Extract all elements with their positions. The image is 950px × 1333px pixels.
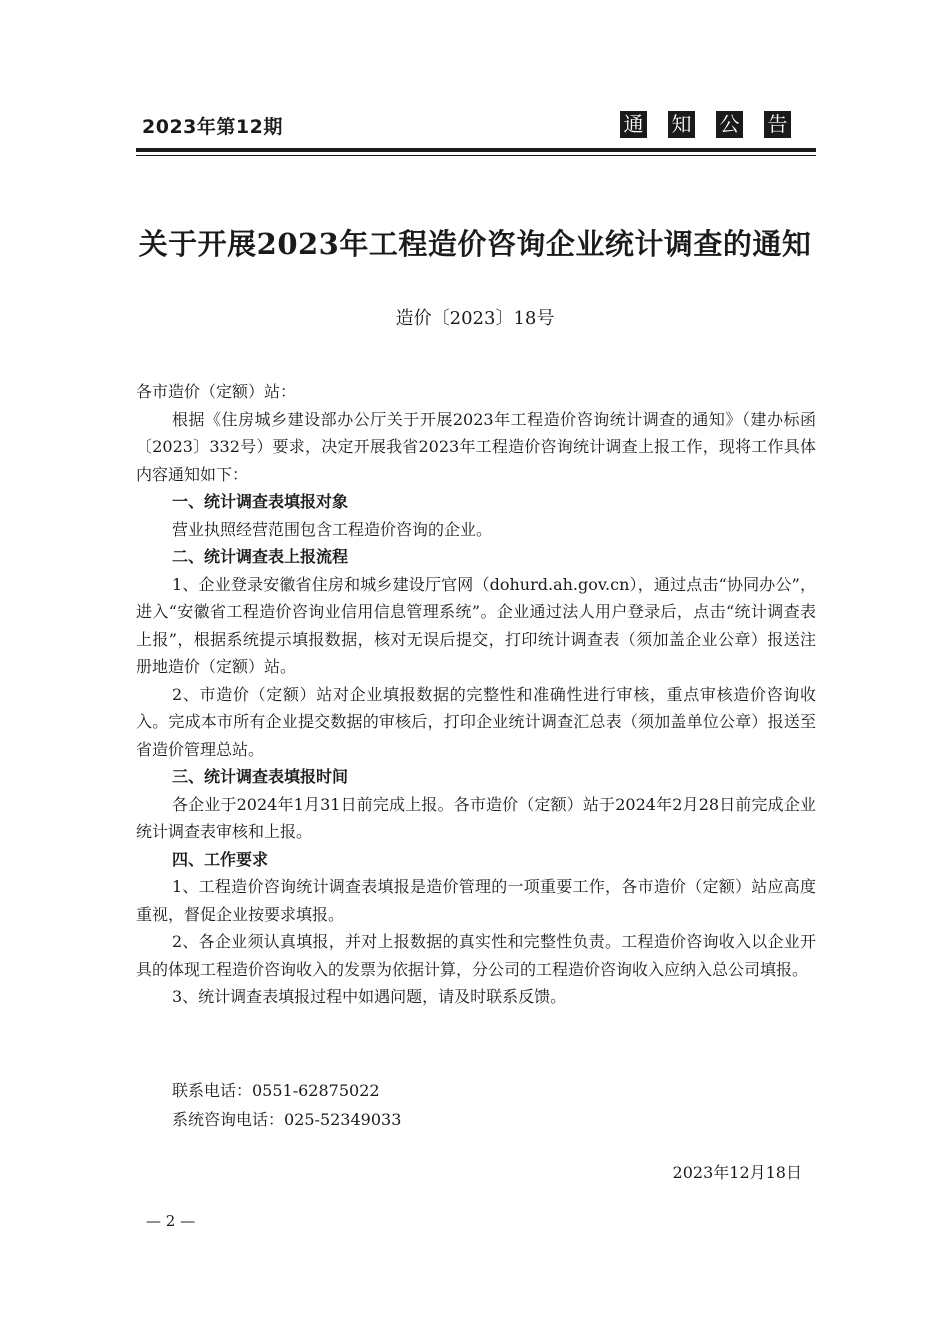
section-heading: 四、工作要求 bbox=[172, 849, 269, 869]
issue-date: 2023年12月18日 bbox=[672, 1163, 802, 1182]
column-title bbox=[620, 111, 791, 138]
document-body bbox=[136, 378, 816, 1011]
intro-paragraph: 根据《住房城乡建设部办公厅关于开展2023年工程造价咨询统计调查的通知》（建办标函〔2023〕332号）要求，决定开展我省2023年工程造价咨询统计调查上报工作，现将工作具体内容通知如下： bbox=[136, 409, 816, 484]
header-rule-thin bbox=[136, 155, 816, 156]
section-heading: 二、统计调查表上报流程 bbox=[172, 547, 349, 566]
document-title: 关于开展2023年工程造价咨询企业统计调查的通知 bbox=[138, 227, 812, 261]
column-char: 公 bbox=[716, 111, 743, 138]
header-rule-thick bbox=[136, 148, 816, 152]
body-paragraph: 营业执照经营范围包含工程造价咨询的企业。 bbox=[172, 519, 493, 539]
body-paragraph: 3、统计调查表填报过程中如遇问题，请及时联系反馈。 bbox=[172, 987, 567, 1006]
section-heading: 三、统计调查表填报时间 bbox=[172, 767, 349, 786]
contact-phone: 联系电话：0551-62875022 bbox=[172, 1081, 380, 1100]
column-char: 知 bbox=[668, 111, 695, 138]
contact-block bbox=[172, 1076, 401, 1134]
body-paragraph: 1、企业登录安徽省住房和城乡建设厅官网（dohurd.ah.gov.cn），通过点击“协同办公”，进入“安徽省工程造价咨询业信用信息管理系统”。企业通过法人用户登录后，点击“统计调查表上报”，根据系统提示填报数据，核对无误后提交，打印统计调查表（须加盖企业公章）报送注册地造价（定额）站。 bbox=[136, 574, 816, 676]
page-number: — 2 — bbox=[146, 1212, 196, 1230]
column-char: 通 bbox=[620, 111, 647, 138]
column-char: 告 bbox=[764, 111, 791, 138]
salutation: 各市造价（定额）站： bbox=[136, 382, 297, 401]
body-paragraph: 各企业于2024年1月31日前完成上报。各市造价（定额）站于2024年2月28日前完成企业统计调查表审核和上报。 bbox=[136, 794, 816, 841]
body-paragraph: 1、工程造价咨询统计调查表填报是造价管理的一项重要工作，各市造价（定额）站应高度重视，督促企业按要求填报。 bbox=[136, 877, 816, 924]
issue-label: 2023年第12期 bbox=[142, 116, 283, 138]
document-number: 造价〔2023〕18号 bbox=[395, 308, 555, 329]
system-phone: 系统咨询电话：025-52349033 bbox=[172, 1110, 402, 1129]
section-heading: 一、统计调查表填报对象 bbox=[172, 492, 349, 511]
body-paragraph: 2、各企业须认真填报，并对上报数据的真实性和完整性负责。工程造价咨询收入以企业开具的体现工程造价咨询收入的发票为依据计算，分公司的工程造价咨询收入应纳入总公司填报。 bbox=[136, 932, 816, 979]
body-paragraph: 2、市造价（定额）站对企业填报数据的完整性和准确性进行审核，重点审核造价咨询收入。完成本市所有企业提交数据的审核后，打印企业统计调查汇总表（须加盖单位公章）报送至省造价管理总站。 bbox=[136, 684, 816, 759]
